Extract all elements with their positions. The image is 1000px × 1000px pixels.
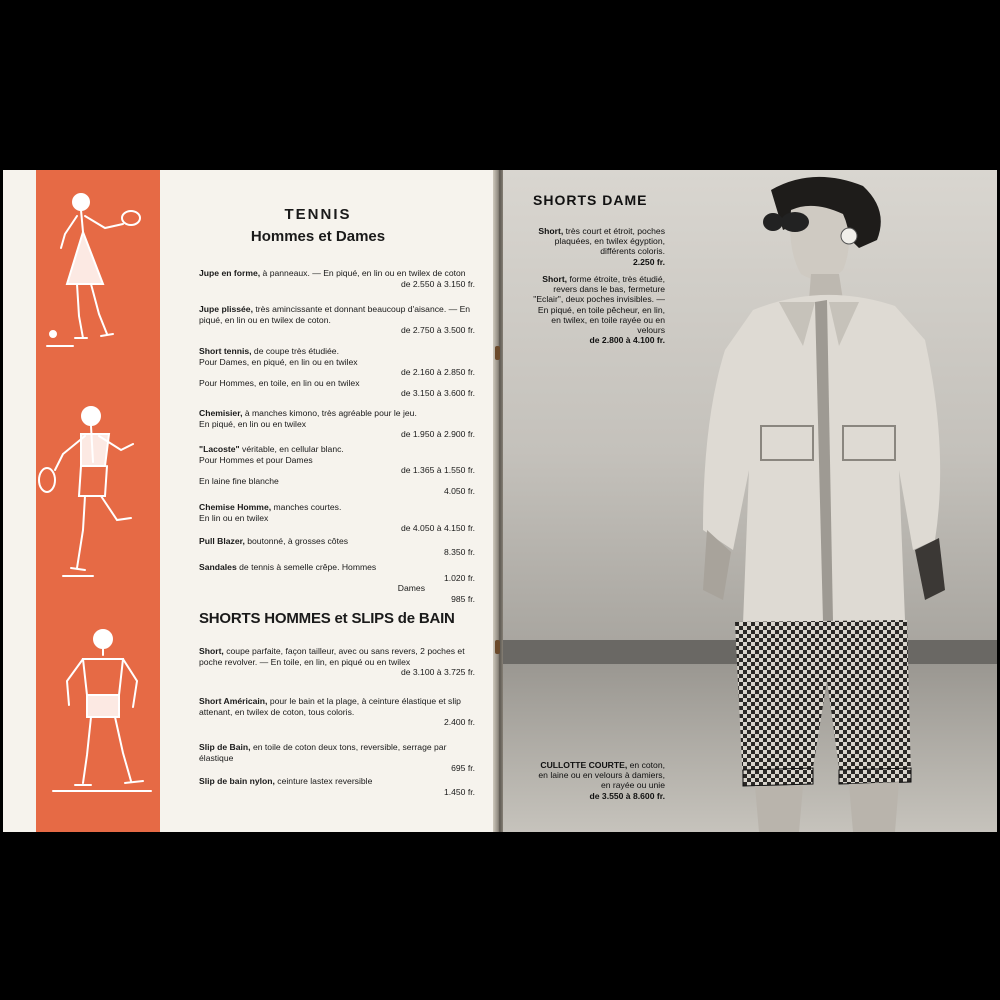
list-item-jupe-en-forme: Jupe en forme, à panneaux. — En piqué, en lin ou en twilex de coton de 2.550 à 3.150 fr. bbox=[199, 268, 475, 289]
list-item-short-tennis: Short tennis, de coupe très étudiée. Pour Dames, en piqué, en lin ou en twilex de 2.160 à 2.850 fr. Pour Hommes, en toile, en lin ou en twilex de 3.150 à 3.600 fr. bbox=[199, 346, 475, 398]
tennis-title: TENNIS bbox=[284, 206, 352, 223]
list-item-lacoste: "Lacoste" véritable, en cellular blanc. Pour Hommes et pour Dames de 1.365 à 1.550 fr. En laine fine blanche 4.050 fr. bbox=[199, 444, 475, 496]
tennis-man-illustration bbox=[33, 400, 153, 580]
short-etroit-description: Short, forme étroite, très étudié, revers dans le bas, fermeture "Eclair", deux poches invisibles. — En piqué, en toile pêcheur, en lin, en twilex, en toile rayée ou en velours de 2.800 à 4.100 fr. bbox=[533, 274, 665, 346]
cullotte-courte-description: CULLOTTE COURTE, en coton, en laine ou en velours à damiers, en rayée ou unie de 3.550 à 8.600 fr. bbox=[538, 760, 665, 801]
list-item-chemise-homme: Chemise Homme, manches courtes. En lin ou en twilex de 4.050 à 4.150 fr. bbox=[199, 502, 475, 533]
list-item-short: Short, coupe parfaite, façon tailleur, avec ou sans revers, 2 poches et poche revolver. — En toile, en lin, en piqué ou en twilex de 3.100 à 3.725 fr. bbox=[199, 646, 475, 677]
shorts-hommes-title: SHORTS HOMMES et SLIPS de BAIN bbox=[199, 610, 455, 627]
list-item-jupe-plissee: Jupe plissée, très amincissante et donnant beaucoup d'aisance. — En piqué, en lin ou en twilex de coton. de 2.750 à 3.500 fr. bbox=[199, 304, 475, 335]
shorts-dame-title: SHORTS DAME bbox=[533, 192, 648, 208]
list-item-chemisier: Chemisier, à manches kimono, très agréable pour le jeu. En piqué, en lin ou en twilex de 1.950 à 2.900 fr. bbox=[199, 408, 475, 439]
right-page bbox=[503, 170, 997, 832]
list-item-slip-nylon: Slip de bain nylon, ceinture lastex reversible 1.450 fr. bbox=[199, 776, 475, 797]
staple-top bbox=[495, 346, 500, 360]
tennis-subtitle: Hommes et Dames bbox=[250, 228, 386, 245]
swimmer-man-illustration bbox=[47, 625, 157, 795]
catalog-spread bbox=[3, 170, 997, 832]
model-photo bbox=[663, 170, 997, 832]
list-item-slip-de-bain: Slip de Bain, en toile de coton deux tons, reversible, serrage par élastique 695 fr. bbox=[199, 742, 475, 773]
list-item-sandales: Sandales de tennis à semelle crêpe. Hommes 1.020 fr. Dames 985 fr. bbox=[199, 562, 475, 604]
list-item-pull-blazer: Pull Blazer, boutonné, à grosses côtes 8.350 fr. bbox=[199, 536, 475, 557]
list-item-short-americain: Short Américain, pour le bain et la plage, à ceinture élastique et slip attenant, en twilex de coton, tous coloris. 2.400 fr. bbox=[199, 696, 475, 727]
staple-bottom bbox=[495, 640, 500, 654]
left-page bbox=[3, 170, 499, 832]
short-court-description: Short, très court et étroit, poches plaquées, en twilex égyption, différents coloris. 2.250 fr. bbox=[538, 226, 665, 267]
tennis-woman-illustration bbox=[43, 188, 143, 358]
